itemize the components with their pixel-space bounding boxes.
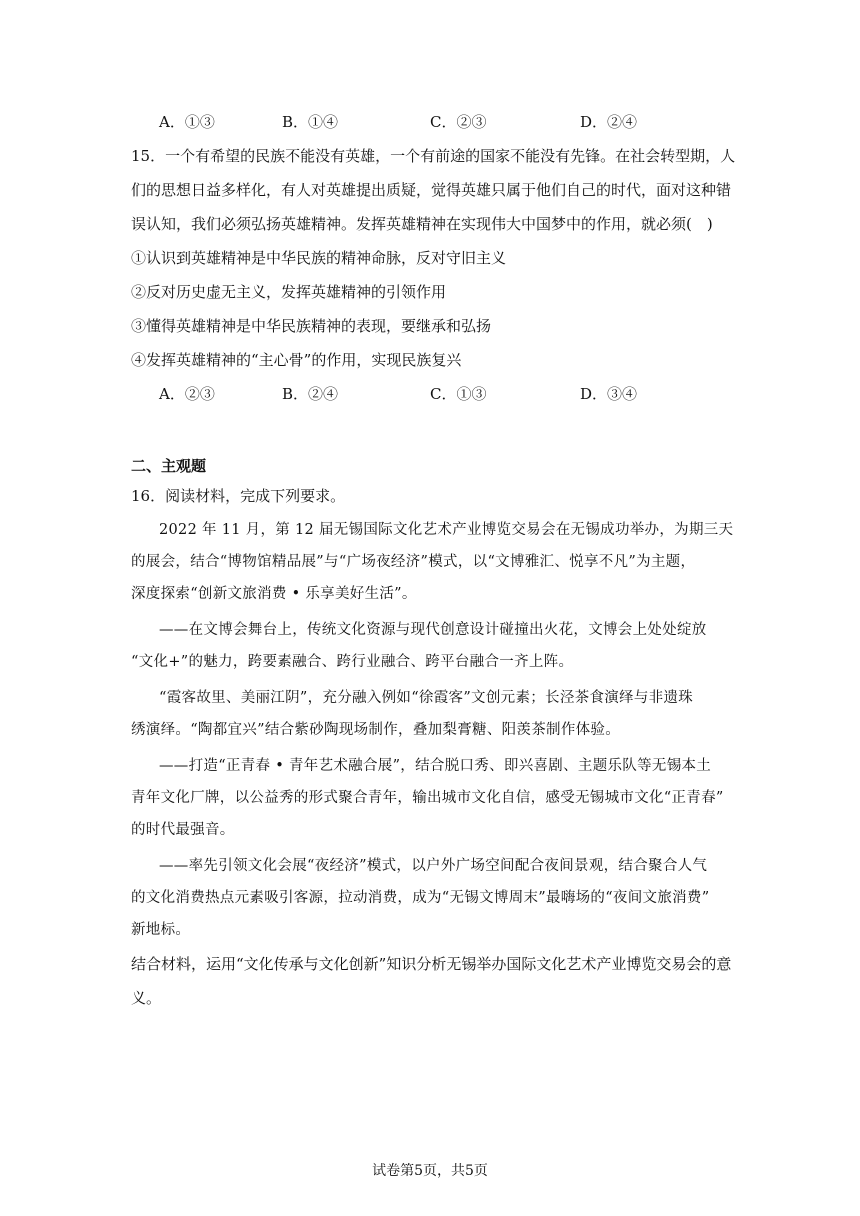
q15-statement-2: ②反对历史虚无主义，发挥英雄精神的引领作用 bbox=[131, 283, 447, 301]
q16-material-line-5: “文化+”的魅力，跨要素融合、跨行业融合、跨平台融合一齐上阵。 bbox=[131, 654, 574, 670]
q15-stem-line-3: 误认知，我们必须弘扬英雄精神。发挥英雄精神在实现伟大中国梦中的作用，就必须( ) bbox=[131, 215, 713, 233]
q16-material-line-2: 的展会，结合“博物馆精品展”与“广场夜经济”模式，以“文博雅汇、悦享不凡”为主题， bbox=[131, 554, 696, 570]
q15-stem-line-2: 们的思想日益多样化，有人对英雄提出质疑，觉得英雄只属于他们自己的时代，面对这种错 bbox=[131, 181, 732, 199]
q15-option-a: A．②③ bbox=[159, 385, 215, 403]
q16-material-line-1: 2022 年 11 月，第 12 届无锡国际文化艺术产业博览交易会在无锡成功举办，为期三天 bbox=[159, 522, 734, 538]
q15-stem-line-1: 15．一个有希望的民族不能没有英雄，一个有前途的国家不能没有先锋。在社会转型期，人 bbox=[131, 147, 736, 165]
q14-option-c: C．②③ bbox=[430, 113, 487, 131]
q16-material-line-13: 新地标。 bbox=[131, 922, 191, 938]
q15-option-c: C．①③ bbox=[430, 385, 487, 403]
q16-question-line-2: 义。 bbox=[131, 989, 162, 1007]
q14-option-a: A．①③ bbox=[159, 113, 215, 131]
section-heading: 二、主观题 bbox=[131, 457, 207, 475]
q16-material-line-3: 深度探索“创新文旅消费 • 乐享美好生活”。 bbox=[131, 586, 417, 602]
page-footer: 试卷第5页，共5页 bbox=[372, 1163, 488, 1179]
q16-material-line-7: 绣演绎。“陶都宜兴”结合紫砂陶现场制作，叠加梨膏糖、阳羡茶制作体验。 bbox=[131, 722, 621, 738]
q15-option-b: B．②④ bbox=[282, 385, 339, 403]
q16-material-line-9: 青年文化厂牌，以公益秀的形式聚合青年，输出城市文化自信，感受无锡城市文化“正青春” bbox=[131, 790, 724, 806]
q16-material-line-10: 的时代最强音。 bbox=[131, 822, 235, 838]
q16-material-line-8: ——打造“正青春 • 青年艺术融合展”，结合脱口秀、即兴喜剧、主题乐队等无锡本土 bbox=[159, 758, 712, 774]
q16-material-line-6: “霞客故里、美丽江阴”，充分融入例如“徐霞客”文创元素；长泾茶食演绎与非遗珠 bbox=[159, 690, 694, 706]
q14-option-b: B．①④ bbox=[282, 113, 339, 131]
q14-option-d: D．②④ bbox=[580, 113, 638, 131]
q16-material-line-4: ——在文博会舞台上，传统文化资源与现代创意设计碰撞出火花，文博会上处处绽放 bbox=[159, 622, 707, 638]
q16-material-line-12: 的文化消费热点元素吸引客源，拉动消费，成为“无锡文博周末”最嗨场的“夜间文旅消费” bbox=[131, 890, 710, 906]
q15-statement-3: ③懂得英雄精神是中华民族精神的表现，要继承和弘扬 bbox=[131, 317, 492, 335]
q16-material-line-11: ——率先引领文化会展“夜经济”模式，以户外广场空间配合夜间景观，结合聚合人气 bbox=[159, 858, 708, 874]
q16-question-line-1: 结合材料，运用“文化传承与文化创新”知识分析无锡举办国际文化艺术产业博览交易会的意 bbox=[131, 955, 732, 973]
q15-statement-4: ④发挥英雄精神的“主心骨”的作用，实现民族复兴 bbox=[131, 351, 462, 369]
q15-statement-1: ①认识到英雄精神是中华民族的精神命脉，反对守旧主义 bbox=[131, 249, 507, 267]
q16-stem: 16．阅读材料，完成下列要求。 bbox=[131, 487, 346, 505]
q15-option-d: D．③④ bbox=[580, 385, 638, 403]
